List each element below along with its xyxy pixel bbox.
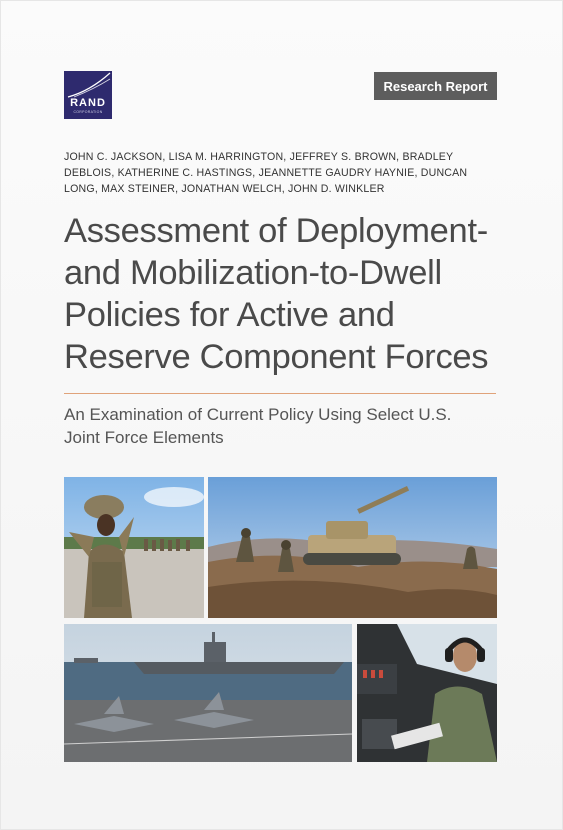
- pilot-cockpit-photo: [357, 624, 497, 762]
- rand-logo-subtext: CORPORATION: [73, 110, 103, 114]
- subtitle-line: An Examination of Current Policy Using Select U.S.: [64, 405, 452, 424]
- report-subtitle: [64, 403, 504, 449]
- author-line: JOHN C. JACKSON, LISA M. HARRINGTON, JEFFREY S. BROWN, BRADLEY: [64, 151, 454, 163]
- author-line: LONG, MAX STEINER, JONATHAN WELCH, JOHN D. WINKLER: [64, 183, 385, 195]
- title-line: and Mobilization-to-Dwell: [64, 254, 442, 292]
- author-line: DEBLOIS, KATHERINE C. HASTINGS, JEANNETTE GAUDRY HAYNIE, DUNCAN: [64, 167, 468, 179]
- aircraft-carrier-photo: [64, 624, 352, 762]
- title-line: Reserve Component Forces: [64, 338, 489, 376]
- report-title: [64, 210, 524, 378]
- accent-divider: [64, 393, 496, 394]
- marine-helmet-photo: [64, 477, 204, 618]
- title-line: Policies for Active and: [64, 296, 395, 334]
- rand-logo-wordmark: RAND: [70, 97, 106, 109]
- title-line: Assessment of Deployment-: [64, 212, 488, 250]
- subtitle-line: Joint Force Elements: [64, 428, 224, 447]
- report-type-badge: Research Report: [374, 72, 497, 100]
- tank-desert-photo: [208, 477, 497, 618]
- rand-logo: [64, 71, 112, 119]
- author-list: [64, 149, 484, 197]
